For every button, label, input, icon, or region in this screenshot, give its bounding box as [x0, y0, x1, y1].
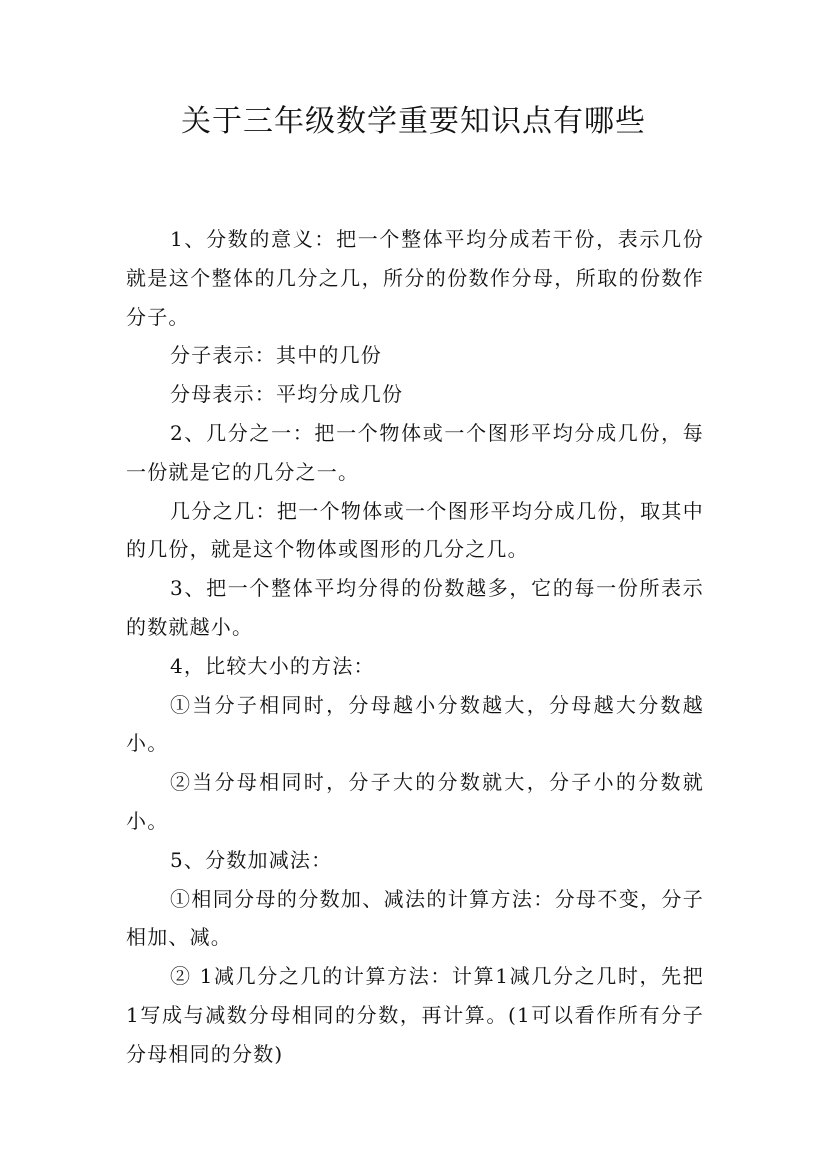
- paragraph-compare-same-numerator: ①当分子相同时，分母越小分数越大，分母越大分数越小。: [126, 692, 704, 756]
- document-body: [126, 220, 704, 1074]
- document-title: 关于三年级数学重要知识点有哪些: [181, 104, 646, 139]
- paragraph-fraction-parts: 几分之几：把一个物体或一个图形平均分成几份，取其中的几份，就是这个物体或图形的几分之几。: [126, 498, 704, 562]
- paragraph-same-denominator-rule: ①相同分母的分数加、减法的计算方法：分母不变，分子相加、减。: [126, 886, 704, 950]
- paragraph-more-parts-smaller: 3、把一个整体平均分得的份数越多，它的每一份所表示的数就越小。: [126, 576, 704, 639]
- paragraph-denominator: 分母表示：平均分成几份: [170, 382, 404, 407]
- paragraph-one-minus-fraction: ② 1减几分之几的计算方法：计算1减几分之几时，先把1写成与减数分母相同的分数，再计算。(1可以看作所有分子分母相同的分数): [126, 964, 704, 1066]
- paragraph-add-subtract-heading: 5、分数加减法：: [170, 847, 333, 872]
- paragraph-compare-same-denominator: ②当分母相同时，分子大的分数就大，分子小的分数就小。: [126, 770, 704, 833]
- paragraph-numerator: 分子表示：其中的几份: [170, 343, 382, 368]
- paragraph-fraction-meaning: 1、分数的意义：把一个整体平均分成若干份，表示几份就是这个整体的几分之几，所分的份数作分母，所取的份数作分子。: [126, 227, 704, 329]
- paragraph-compare-heading: 4，比较大小的方法：: [170, 653, 375, 678]
- paragraph-unit-fraction: 2、几分之一：把一个物体或一个图形平均分成几份，每一份就是它的几分之一。: [126, 420, 704, 484]
